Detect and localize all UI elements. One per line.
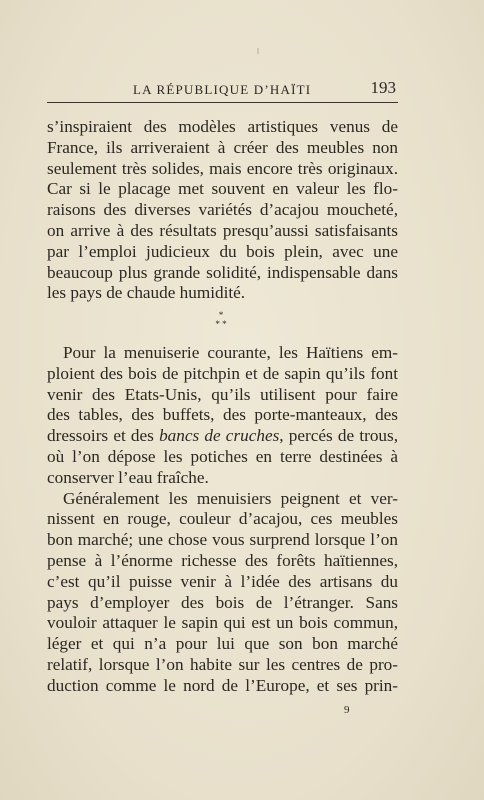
text-line: par l’emploi judicieux du bois plein, avec une [47,241,398,261]
italic-term: bancs de cruches [159,426,280,446]
signature-mark: 9 [344,704,350,716]
paragraph-2 [47,343,398,697]
text-line: on arrive à des résultats presqu’aussi satisfaisants [47,220,398,240]
text-line: les pays de chaude humidité. [47,283,246,303]
text-line: seulement très solides, mais encore très originaux. [47,158,398,178]
text-run: dressoirs et des [47,426,160,446]
text-line: bon marché; une chose vous surprend lorsque l’on [47,530,398,550]
text-line: Pour la menuiserie courante, les Haïtiens em- [63,343,398,362]
text-line: léger et qui n’a pour lui que son bon marché [47,634,398,654]
text-line: vouloir attaquer le sapin qui est un bois commun, [47,613,398,633]
text-line: relatif, lorsque l’on habite sur les centres de pro- [47,654,398,674]
section-asterism [207,311,235,333]
text-line: pays d’employer des bois de l’étranger. Sans [47,592,398,612]
text-line: c’est qu’il puisse venir à l’idée des artisans du [47,571,398,591]
text-line: Généralement les menuisiers peignent et ver- [63,488,398,508]
running-title: LA RÉPUBLIQUE D’HAÏTI [133,82,312,97]
text-line: beaucoup plus grande solidité, indispensable dans [47,262,398,282]
text-line: Car si le placage met souvent en valeur les flo- [47,179,398,199]
page-header [47,78,398,103]
text-line: où l’on dépose les potiches en terre destinées à [47,446,398,466]
text-line-with-emphasis [47,426,398,447]
text-line: s’inspiraient des modèles artistiques venus de [47,117,398,136]
text-line: conserver l’eau fraîche. [47,467,209,487]
asterism-bottom: * * [215,319,227,329]
paragraph-1 [47,117,398,304]
asterism-top: * [218,310,224,320]
text-line: raisons des diverses variétés d’acajou moucheté, [47,200,398,220]
text-line: France, ils arriveraient à créer des meubles non [47,137,398,157]
text-line: nissent en rouge, couleur d’acajou, ces meubles [47,509,398,529]
text-line: duction comme le nord de l’Europe, et ses prin- [47,675,398,695]
text-line: des tables, des buffets, des porte-manteaux, des [47,405,398,425]
paper-speck [257,48,259,54]
page-number: 193 [370,78,396,97]
text-line: ploient des bois de pitchpin et de sapin qu’ils font [47,363,398,383]
text-run: , percés de trous, [279,426,398,446]
text-line: pense à l’énorme richesse des forêts haïtiennes, [47,550,398,570]
text-line: venir des Etats-Unis, qu’ils utilisent pour faire [47,384,398,404]
